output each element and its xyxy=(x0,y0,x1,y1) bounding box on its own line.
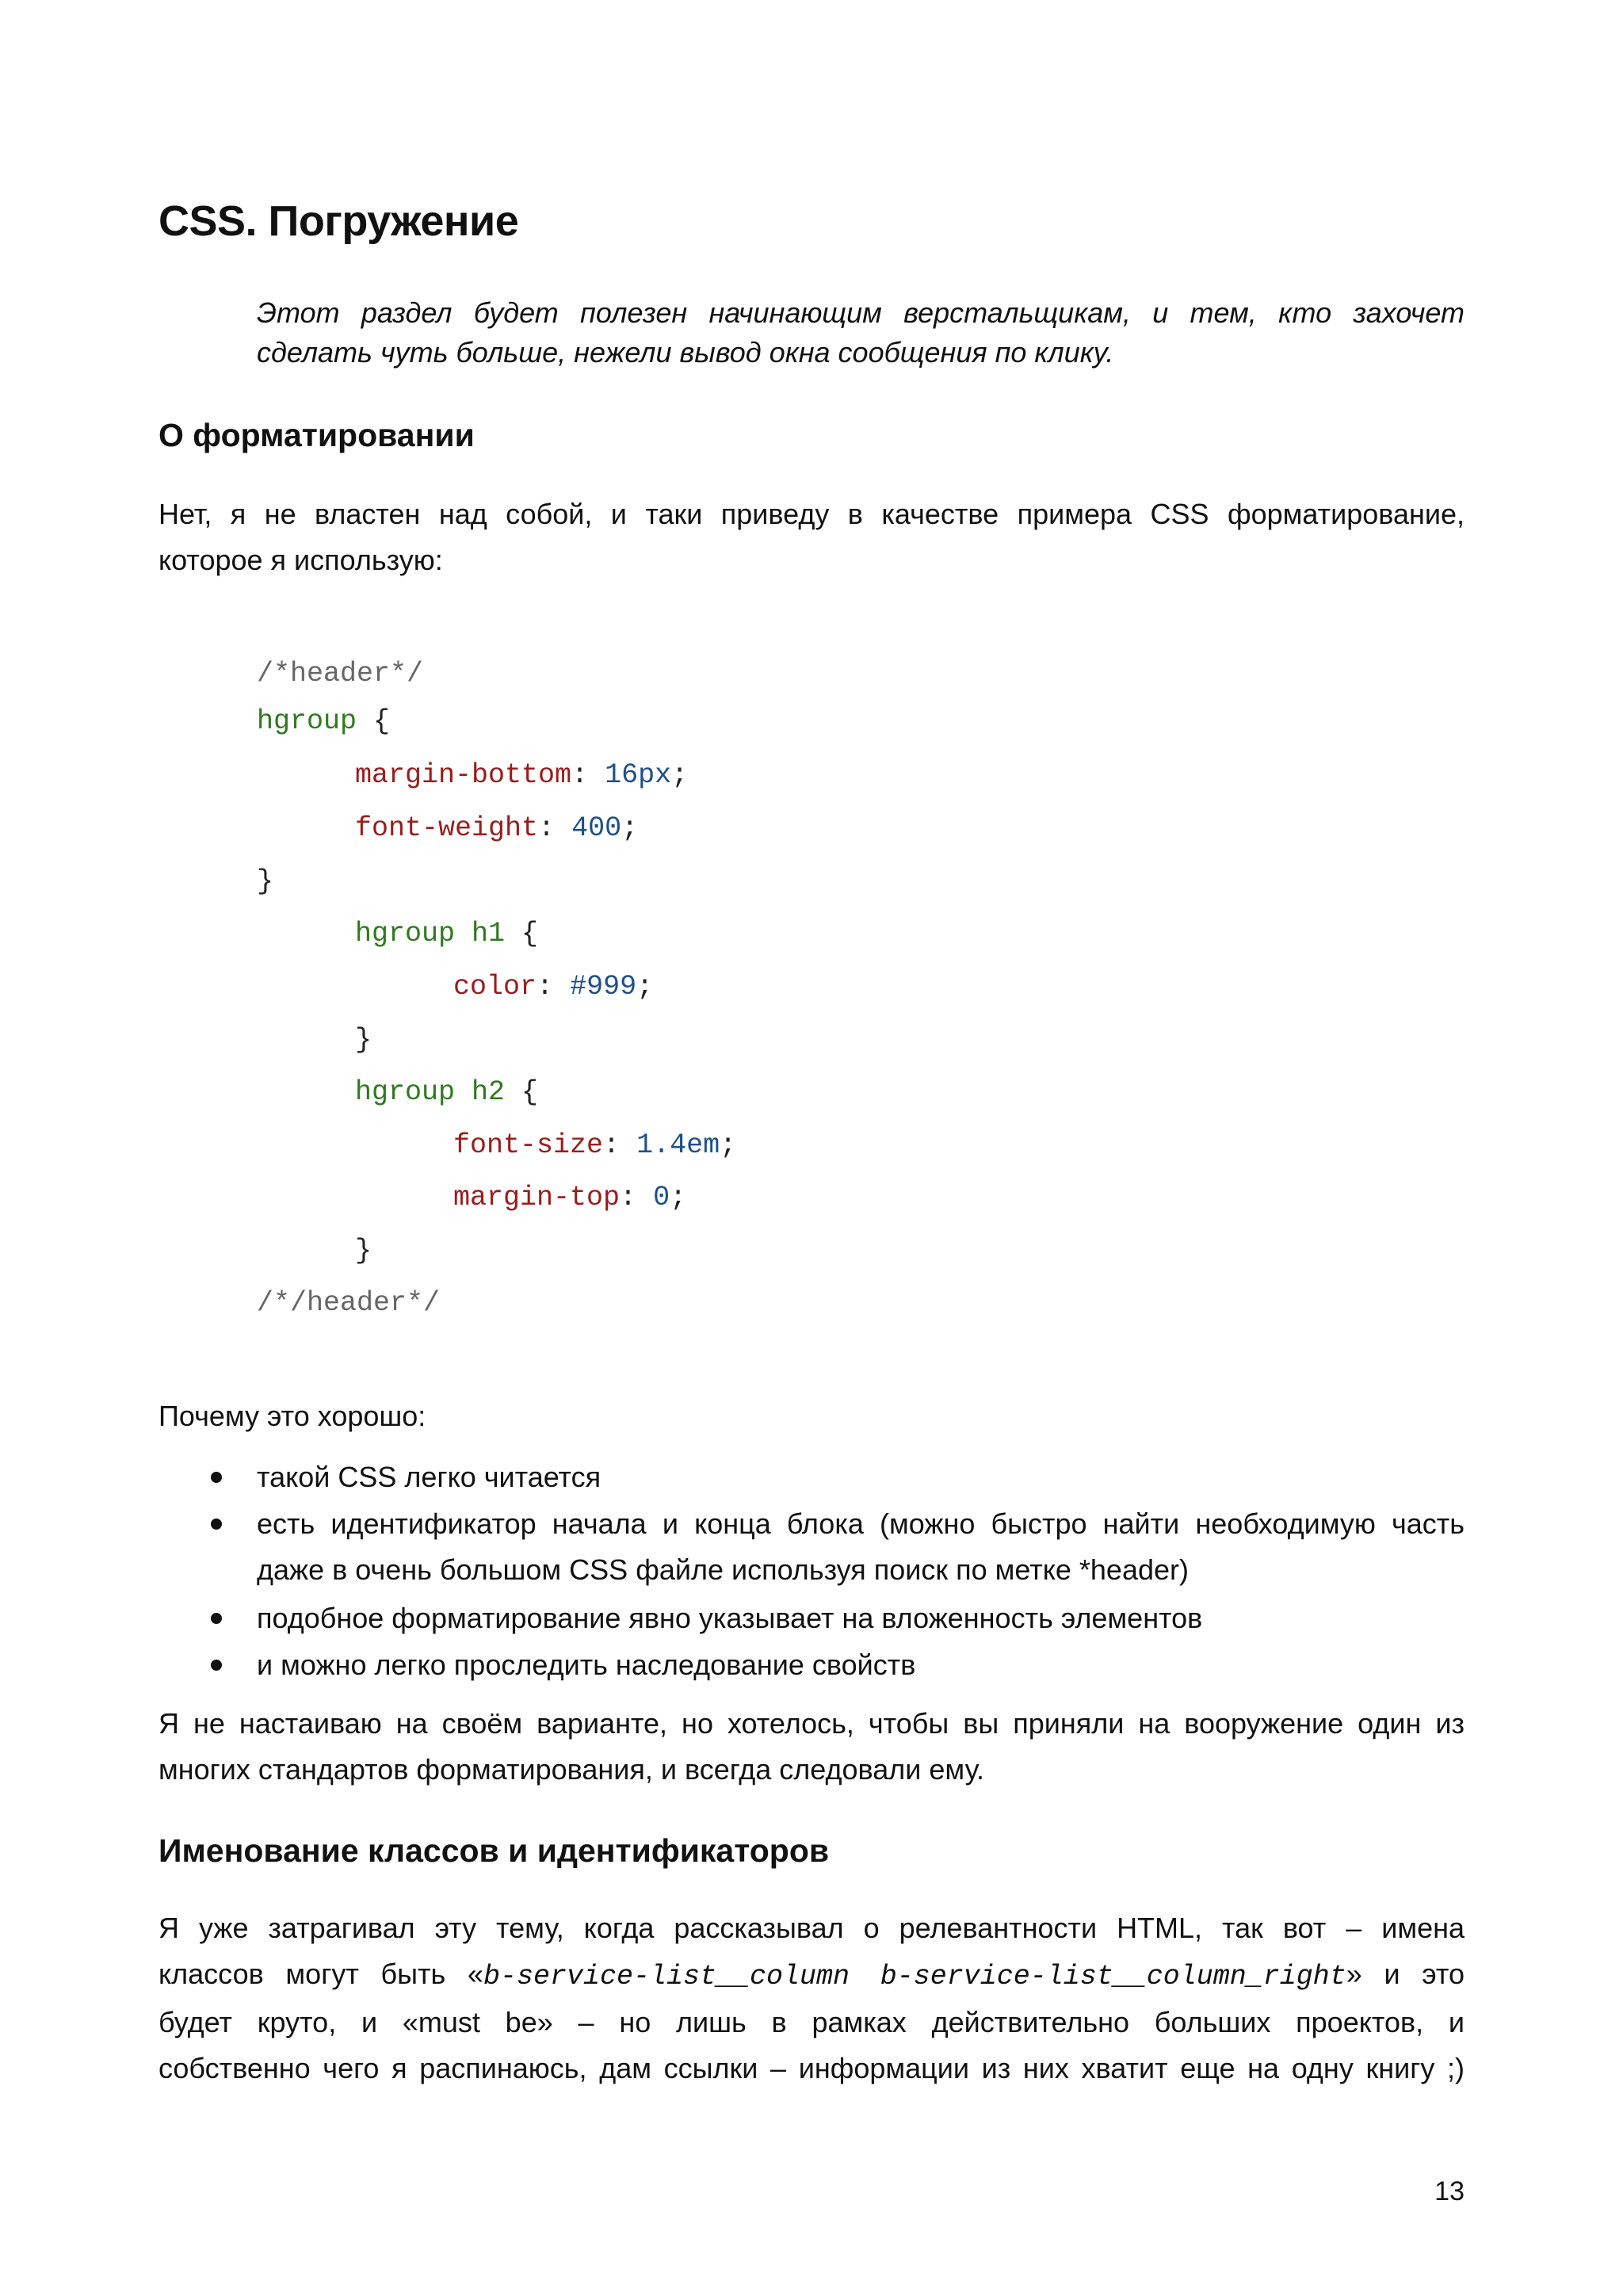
bullet-dot-1 xyxy=(211,1472,222,1483)
class-name-example: b-service-list__column b-service-list__column_right xyxy=(483,1961,1346,1992)
bullet-dot-4 xyxy=(211,1660,222,1671)
bullet-item-3: подобное форматирование явно указывает на вложенность элементов xyxy=(257,1602,1203,1634)
code-brace-close-2: } xyxy=(355,1024,372,1056)
closing-paragraph: Я не настаиваю на своём варианте, но хотелось, чтобы вы приняли на вооружение один из многих стандартов форматирования, и всегда следовали ему. xyxy=(158,1707,1465,1786)
bullet-item-4: и можно легко проследить наследование свойств xyxy=(257,1648,916,1681)
code-line-margin-top: margin-top: 0; xyxy=(453,1182,687,1213)
code-line-font-size: font-size: 1.4em; xyxy=(453,1129,737,1161)
page-number: 13 xyxy=(1434,2176,1465,2206)
page-title: CSS. Погружение xyxy=(158,197,519,245)
intro-line-2: которое я использую: xyxy=(158,544,443,576)
epigraph-line-1: Этот раздел будет полезен начинающим верстальщикам, и тем, кто захочет xyxy=(257,296,1465,329)
intro-line-1: Нет, я не властен над собой, и таки приведу в качестве примера CSS форматирование, xyxy=(158,498,1465,530)
bullet-item-2: есть идентификатор начала и конца блока (можно быстро найти необходимую часть даже в очень большом CSS файле используя поиск по метке *header) xyxy=(257,1507,1465,1586)
why-heading: Почему это хорошо: xyxy=(158,1400,426,1432)
bullet-item-1: такой CSS легко читается xyxy=(257,1461,601,1493)
code-brace-close-3: } xyxy=(355,1235,372,1266)
section-heading-formatting: О форматировании xyxy=(158,417,475,453)
epigraph-line-2: сделать чуть больше, нежели вывод окна сообщения по клику. xyxy=(257,336,1114,369)
code-line-color: color: #999; xyxy=(453,971,654,1003)
code-selector-hgroup-h2: hgroup h2 { xyxy=(355,1076,539,1108)
code-line-margin-bottom: margin-bottom: 16px; xyxy=(355,759,689,791)
code-selector-hgroup: hgroup { xyxy=(257,705,391,737)
code-comment-end: /*/header*/ xyxy=(257,1287,441,1319)
code-line-font-weight: font-weight: 400; xyxy=(355,812,639,844)
section-heading-naming: Именование классов и идентификаторов xyxy=(158,1832,830,1869)
bullet-dot-2 xyxy=(211,1519,222,1530)
code-brace-close-1: } xyxy=(257,865,274,897)
code-comment-start: /*header*/ xyxy=(257,658,424,690)
naming-paragraph: Я уже затрагивал эту тему, когда рассказывал о релевантности HTML, так вот – имена классов могут быть «b-service-list__column b-service-list__column_right» и это будет круто, и «must be» – но лишь в рамках действительно больших проектов, и собственно чего я распинаюсь, дам ссылки – информации из них хватит еще на одну книгу ;) xyxy=(158,1912,1465,2084)
intro-paragraph xyxy=(158,491,1465,583)
code-selector-hgroup-h1: hgroup h1 { xyxy=(355,918,539,949)
naming-line-2: классов могут быть «b-service-list__column b-service-list__column_right» и это xyxy=(158,1958,1465,1992)
bullet-dot-3 xyxy=(211,1613,222,1624)
